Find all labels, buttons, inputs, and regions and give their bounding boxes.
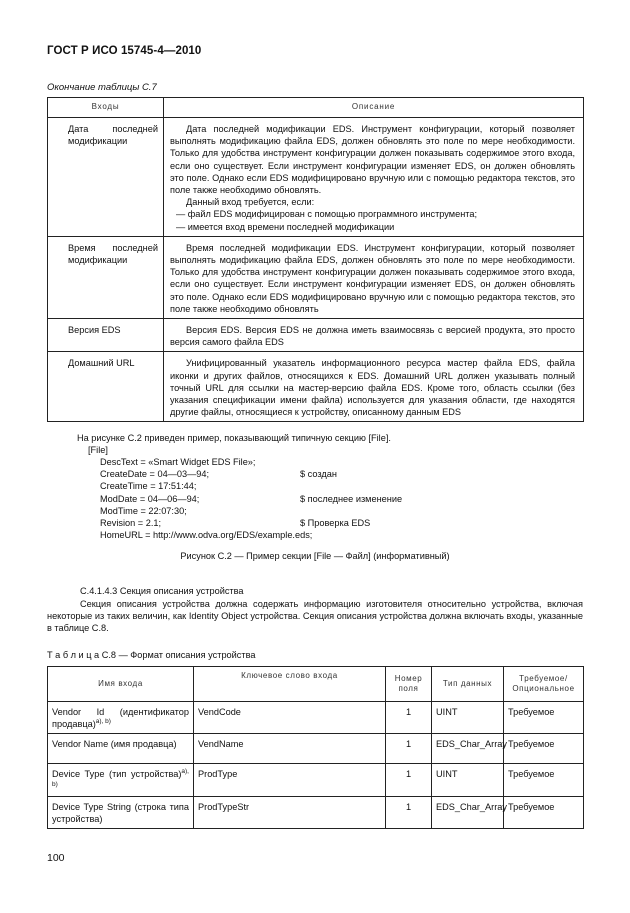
figure-caption: Рисунок С.2 — Пример секции [File — Файл] (информативный) [180, 551, 450, 561]
description-paragraph: Версия EDS. Версия EDS не должна иметь взаимосвязь с версией продукта, это просто версия самого файла EDS [170, 325, 575, 348]
data-type-cell: EDS_Char_Array [432, 734, 504, 764]
description-paragraph: Дата последней модификации EDS. Инструмент конфигурации, который позволяет выполнять модификацию файла EDS, должен обновлять это поле по мере необходимости. Только для удобства инструмент конфигурации должен показывать содержимое этого входа, если оно существует. Если инструмент конфигурации изменяет EDS, он должен обновлять это поле. Однако если EDS модифицировано вручную или с помощью редактора текстов, это поле также необходимо обновлять. [170, 124, 575, 196]
keyword-cell: VendName [194, 734, 386, 764]
code-line [100, 468, 337, 480]
table-c8-header-required: Требуемое/ Опциональное [504, 667, 584, 702]
code-line [100, 493, 403, 505]
entry-name: Device Type (тип устройства) [52, 769, 182, 780]
table-c7-description-cell [164, 319, 584, 352]
document-header: ГОСТ Р ИСО 15745-4—2010 [47, 45, 202, 57]
field-number-cell: 1 [386, 734, 432, 764]
code-statement: DescText = «Smart Widget EDS File»; [100, 457, 256, 467]
keyword-cell: ProdTypeStr [194, 796, 386, 828]
code-comment: $ последнее изменение [300, 493, 403, 504]
table-row [48, 352, 584, 422]
table-c8-header-name: Имя входа [48, 667, 194, 702]
table-row [48, 764, 584, 796]
table-row [48, 796, 584, 828]
data-type-cell: UINT [432, 764, 504, 796]
table-row [48, 236, 584, 318]
code-line [100, 517, 371, 529]
table-row [48, 319, 584, 352]
entry-name-cell [48, 764, 194, 796]
keyword-cell: VendCode [194, 702, 386, 734]
entry-name: Vendor Id (идентификатор продавца) [52, 707, 189, 730]
table-c8 [47, 666, 584, 829]
figure-intro: На рисунке С.2 приведен пример, показывающий типичную секцию [File]. [77, 433, 391, 443]
section-body: Секция описания устройства должна содержать информацию изготовителя относительно устройства, включая некоторые из таких величин, как Identity Object устройства. Секция описания устройства должна включать входы, указанные в таблице С.8. [47, 599, 583, 634]
table-c7 [47, 97, 584, 422]
data-type-cell: EDS_Char_Array [432, 796, 504, 828]
code-line [100, 480, 312, 492]
code-statement: CreateDate = 04—03—94; [100, 469, 210, 480]
field-number-cell: 1 [386, 764, 432, 796]
table-row [48, 118, 584, 237]
table-c7-header-inputs: Входы [48, 98, 164, 118]
entry-name-cell [48, 702, 194, 734]
data-type-cell: UINT [432, 702, 504, 734]
description-paragraph: Время последней модификации EDS. Инструмент конфигурации, который позволяет выполнять модификацию файла EDS, должен обновлять это поле по мере необходимости. Только для удобства инструмент конфигурации должен показывать содержимое этого входа, если оно существует. Если инструмент конфигурации изменяет EDS, он должен обновлять это поле. Однако если EDS модифицировано вручную или с помощью редактора текстов, это поле также необходимо обновлять [170, 242, 575, 314]
required-cell: Требуемое [504, 702, 584, 734]
entry-name: Device Type String (строка типа устройства) [52, 801, 189, 825]
description-list-item: — имеется вход времени последней модификации [176, 221, 395, 232]
table-c8-caption: Т а б л и ц а С.8 — Формат описания устройства [47, 650, 256, 660]
table-c7-caption: Окончание таблицы С.7 [47, 82, 157, 93]
field-number-cell: 1 [386, 702, 432, 734]
code-section-label: [File] [88, 445, 108, 455]
footnote-ref: a), b) [52, 768, 189, 788]
code-statement: ModTime = 22:07:30; [100, 505, 187, 516]
code-line [100, 505, 312, 517]
table-c7-description-cell [164, 236, 584, 318]
table-c7-input-cell: Время последней модификации [48, 236, 164, 318]
entry-name-cell [48, 734, 194, 764]
required-cell: Требуемое [504, 796, 584, 828]
table-row [48, 702, 584, 734]
required-cell: Требуемое [504, 734, 584, 764]
code-line [100, 529, 312, 541]
table-c7-description-cell [164, 352, 584, 422]
code-comment: $ создан [300, 469, 337, 480]
code-comment: $ Проверка EDS [300, 517, 371, 528]
table-c7-description-cell [164, 118, 584, 237]
table-c7-input-cell: Домашний URL [48, 352, 164, 422]
entry-name-cell [48, 796, 194, 828]
table-c7-input-cell: Версия EDS [48, 319, 164, 352]
code-statement: Revision = 2.1; [100, 517, 162, 528]
table-c8-header-keyword: Ключевое слово входа [194, 667, 386, 702]
code-statement: CreateTime = 17:51:44; [100, 481, 197, 492]
code-statement: HomeURL = http://www.odva.org/EDS/example.eds; [100, 530, 313, 541]
description-paragraph: Унифицированный указатель информационного ресурса мастер файла EDS, файла иконки и других файлов, относящихся к EDS. Домашний URL должен указывать полный точный URL для ссылки на мастер-версию файла EDS. Кроме того, область ссылки (без указания спецификации имени файла) используется для указания области, где находятся другие файлы, относящиеся к устройству, описанному данным EDS [170, 358, 575, 418]
field-number-cell: 1 [386, 796, 432, 828]
entry-name: Vendor Name (имя продавца) [52, 739, 177, 750]
table-row [48, 734, 584, 764]
table-c7-input-cell: Дата последней модификации [48, 118, 164, 237]
description-list-item: — файл EDS модифицирован с помощью программного инструмента; [176, 209, 478, 220]
required-cell: Требуемое [504, 764, 584, 796]
keyword-cell: ProdType [194, 764, 386, 796]
table-c8-header-field: Номер поля [386, 667, 432, 702]
page-number: 100 [47, 852, 65, 864]
code-block [100, 456, 403, 541]
code-statement: ModDate = 04—06—94; [100, 493, 200, 504]
table-c7-header-description: Описание [164, 98, 584, 118]
description-paragraph: Данный вход требуется, если: [186, 197, 315, 208]
table-c8-header-type: Тип данных [432, 667, 504, 702]
footnote-ref: a), b) [95, 718, 111, 726]
code-line [100, 456, 312, 468]
section-heading: С.4.1.4.3 Секция описания устройства [80, 586, 244, 596]
